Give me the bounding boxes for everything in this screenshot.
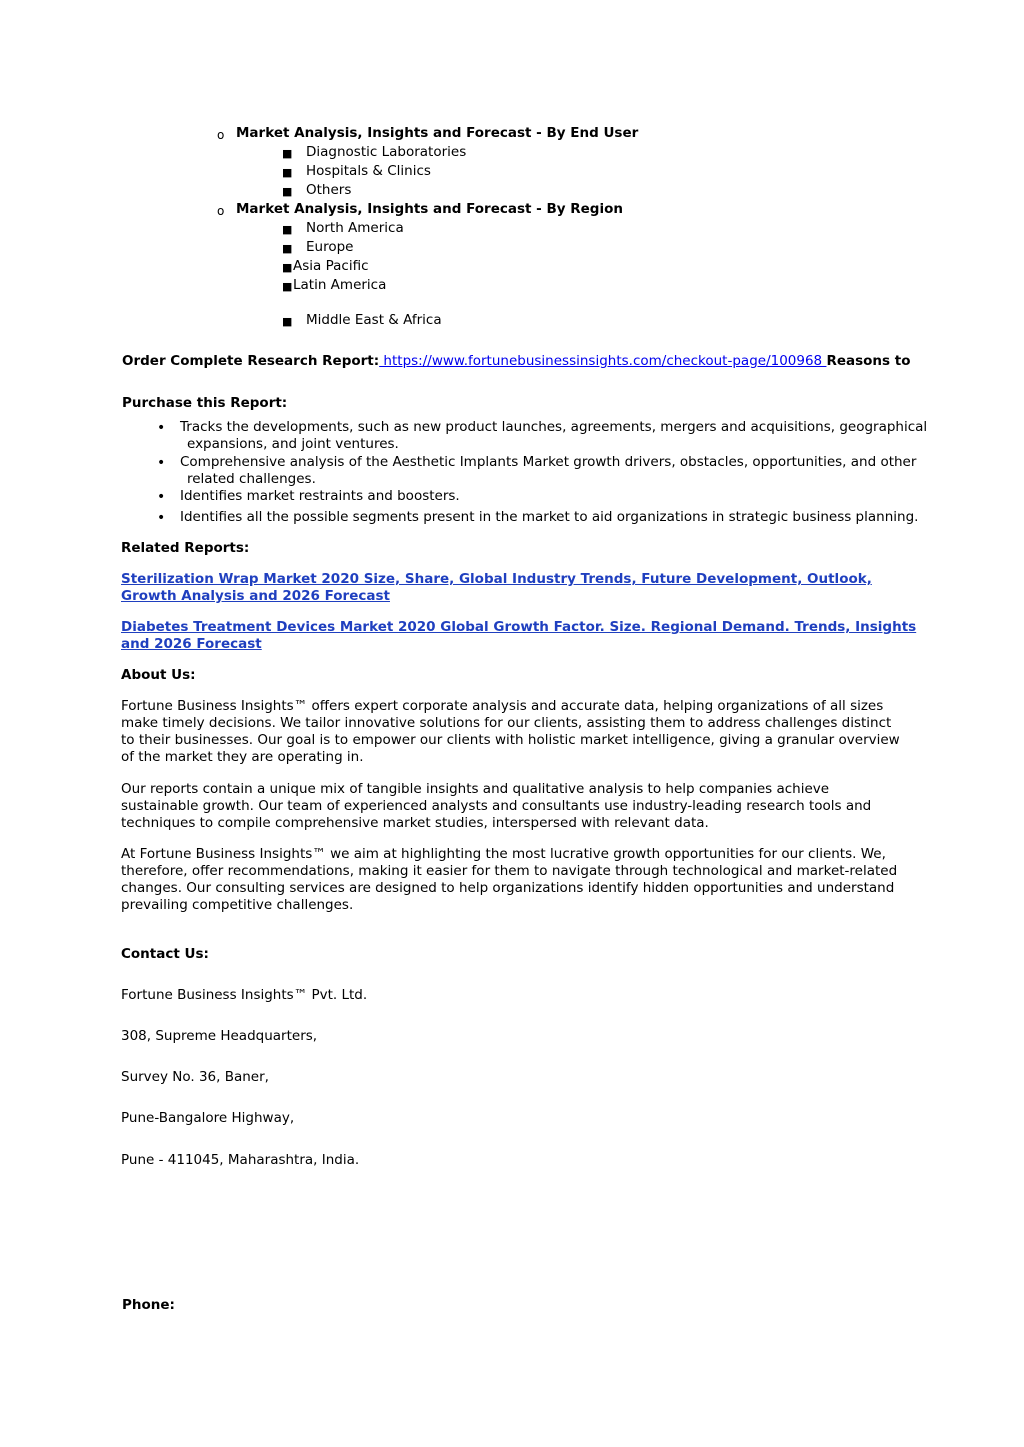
related-report-link[interactable]: and 2026 Forecast bbox=[121, 636, 262, 652]
list-item: Comprehensive analysis of the Aesthetic Implants Market growth drivers, obstacles, opportunities, and other bbox=[180, 454, 917, 470]
square-bullet-icon: ■ bbox=[282, 147, 293, 160]
order-line bbox=[122, 353, 911, 370]
list-item: Hospitals & Clinics bbox=[306, 163, 431, 179]
region-heading: Market Analysis, Insights and Forecast - By Region bbox=[236, 201, 623, 217]
square-bullet-icon: ■ bbox=[282, 280, 293, 293]
checkout-link[interactable]: https://www.fortunebusinessinsights.com/checkout-page/100968 bbox=[379, 353, 827, 369]
related-report-link[interactable]: Diabetes Treatment Devices Market 2020 Global Growth Factor. Size. Regional Demand. Trends, Insights bbox=[121, 619, 917, 635]
square-bullet-icon: ■ bbox=[282, 315, 293, 328]
list-item: Identifies all the possible segments present in the market to aid organizations in strategic business planning. bbox=[180, 509, 919, 525]
square-bullet-icon: ■ bbox=[282, 166, 293, 179]
list-item: Others bbox=[306, 182, 352, 198]
list-item: Middle East & Africa bbox=[306, 312, 442, 328]
circle-bullet-icon: o bbox=[217, 128, 225, 142]
about-paragraph: At Fortune Business Insights™ we aim at highlighting the most lucrative growth opportunities for our clients. We, therefore, offer recommendations, making it easier for them to navigate through technological and market-related changes. Our consulting services are designed to help organizations identify hidden opportunities and understand prevailing competitive challenges. bbox=[121, 846, 898, 913]
list-item-continuation: expansions, and joint ventures. bbox=[187, 436, 399, 452]
about-paragraph: Fortune Business Insights™ offers expert corporate analysis and accurate data, helping organizations of all sizes make timely decisions. We tailor innovative solutions for our clients, assisting them to address challenges distinct to their businesses. Our goal is to empower our clients with holistic market intelligence, giving a granular overview of the market they are operating in. bbox=[121, 698, 900, 765]
dot-bullet-icon: • bbox=[157, 455, 166, 471]
contact-line: Pune - 411045, Maharashtra, India. bbox=[121, 1152, 360, 1168]
list-item: Diagnostic Laboratories bbox=[306, 144, 467, 160]
list-item-continuation: related challenges. bbox=[187, 471, 316, 487]
purchase-heading: Purchase this Report: bbox=[122, 395, 288, 411]
square-bullet-icon: ■ bbox=[282, 242, 293, 255]
list-item: Latin America bbox=[293, 277, 387, 293]
related-report-link[interactable]: Growth Analysis and 2026 Forecast bbox=[121, 588, 390, 604]
about-paragraph: Our reports contain a unique mix of tangible insights and qualitative analysis to help companies achieve sustainable growth. Our team of experienced analysts and consultants use industry-leading research tools and techniques to compile comprehensive market studies, interspersed with relevant data. bbox=[121, 781, 872, 831]
dot-bullet-icon: • bbox=[157, 510, 166, 526]
related-reports-heading: Related Reports: bbox=[121, 540, 250, 556]
dot-bullet-icon: • bbox=[157, 489, 166, 505]
list-item: Identifies market restraints and boosters. bbox=[180, 488, 460, 504]
reasons-to-text: Reasons to bbox=[826, 353, 911, 369]
dot-bullet-icon: • bbox=[157, 420, 166, 436]
contact-line: Fortune Business Insights™ Pvt. Ltd. bbox=[121, 987, 368, 1003]
phone-heading: Phone: bbox=[122, 1297, 175, 1313]
about-heading: About Us: bbox=[121, 667, 196, 683]
list-item: North America bbox=[306, 220, 404, 236]
contact-line: 308, Supreme Headquarters, bbox=[121, 1028, 318, 1044]
order-label: Order Complete Research Report: bbox=[122, 353, 380, 369]
square-bullet-icon: ■ bbox=[282, 261, 293, 274]
related-report-link[interactable]: Sterilization Wrap Market 2020 Size, Share, Global Industry Trends, Future Development, Outlook, bbox=[121, 571, 872, 587]
square-bullet-icon: ■ bbox=[282, 185, 293, 198]
contact-line: Pune-Bangalore Highway, bbox=[121, 1110, 295, 1126]
contact-heading: Contact Us: bbox=[121, 946, 209, 962]
list-item: Asia Pacific bbox=[293, 258, 369, 274]
end-user-heading: Market Analysis, Insights and Forecast - By End User bbox=[236, 125, 639, 141]
list-item: Europe bbox=[306, 239, 354, 255]
circle-bullet-icon: o bbox=[217, 204, 225, 218]
square-bullet-icon: ■ bbox=[282, 223, 293, 236]
contact-line: Survey No. 36, Baner, bbox=[121, 1069, 269, 1085]
list-item: Tracks the developments, such as new product launches, agreements, mergers and acquisitions, geographical bbox=[180, 419, 928, 435]
